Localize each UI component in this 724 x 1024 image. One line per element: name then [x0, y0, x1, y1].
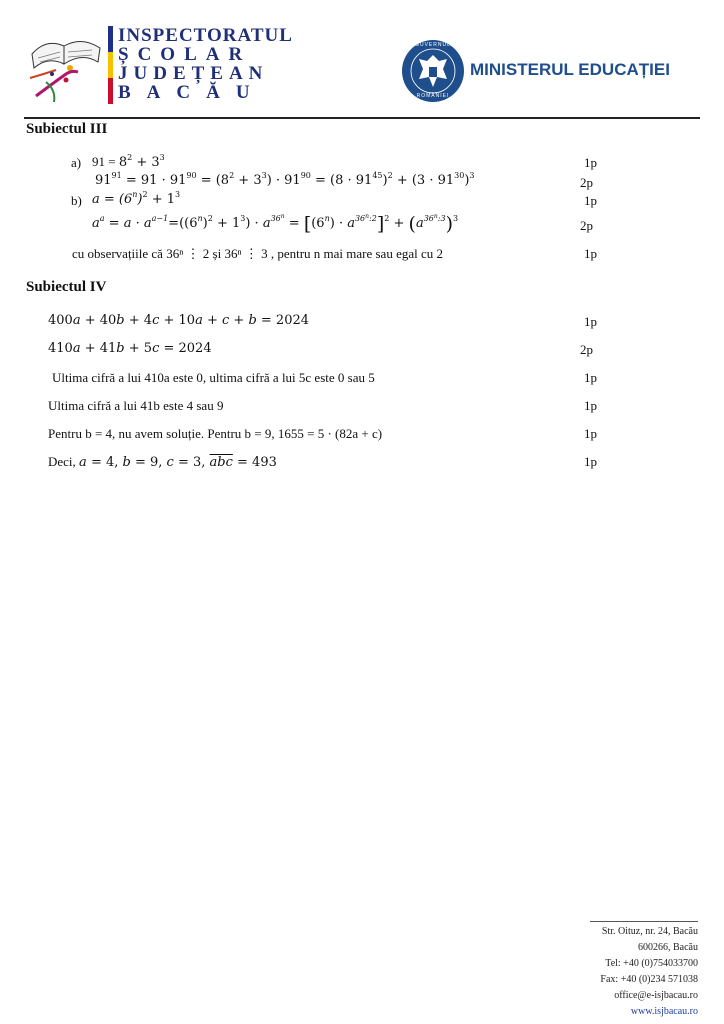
seal-text-bottom: ROMÂNIEI: [416, 93, 450, 99]
isj-line-4: BACĂU: [118, 82, 266, 103]
item-a-line-2: $91^{91} = 91 \cdot 91^{90} = (8^2 + 3^3) \cdot 91^{90} = (8 \cdot 91^{45})^2 + (3 \cdot 91^{30})^3$: [95, 171, 475, 188]
points-iv-4: 1p: [584, 398, 597, 413]
isj-logo: [26, 24, 102, 104]
points-iv-1: 1p: [584, 314, 597, 329]
points-iv-6: 1p: [584, 454, 597, 469]
points-b2: 2p: [580, 218, 593, 233]
case-b-values: Pentru b = 4, nu avem soluție. Pentru b = 9, 1655 = 5 · (82a + c): [48, 426, 383, 441]
section-3-title: Subiectul III: [26, 121, 108, 137]
footer-web-link[interactable]: www.isjbacau.ro: [630, 1006, 698, 1017]
equation-1: 400a + 40b + 4c + 10a + c + b = 2024: [48, 313, 310, 328]
footer-divider: [590, 921, 698, 922]
footer-tel: Tel: +40 (0)754033700: [605, 958, 698, 969]
points-iv-5: 1p: [584, 426, 597, 441]
footer-fax: Fax: +40 (0)234 571038: [600, 974, 698, 985]
government-seal: [401, 39, 465, 103]
isj-line-3: JUDEȚEAN: [118, 63, 269, 84]
isj-line-2: ȘCOLAR: [118, 44, 252, 65]
footer-email-link[interactable]: office@e-isjbacau.ro: [614, 990, 698, 1001]
points-iv-2: 2p: [580, 342, 593, 357]
isj-line-1: INSPECTORATUL: [118, 25, 293, 46]
isj-title: [118, 25, 293, 103]
points-iv-3: 1p: [584, 370, 597, 385]
last-digit-410a: Ultima cifră a lui 410a este 0, ultima cifră a lui 5c este 0 sau 5: [52, 370, 375, 385]
points-a1: 1p: [584, 155, 597, 170]
item-b-line-1: $a = (6^n)^2 + 1^3$: [92, 190, 181, 207]
footer-address: Str. Oituz, nr. 24, Bacău: [601, 926, 698, 937]
points-a2: 2p: [580, 175, 593, 190]
item-b-line-2: $a^a = a \cdot a^{a-1}=((6^n)^2 + 1^3) \cdot a^{36^n} = [(6^n) \cdot a^{36^n:2}]^2 + (a^{36^n:3})^3$: [92, 213, 459, 235]
final-answer-prefix: Deci,: [48, 454, 80, 469]
footer-contact: [498, 924, 698, 1020]
footer-postal: 600266, Bacău: [638, 942, 698, 953]
open-book-icon: [26, 24, 102, 104]
item-a-line-1: $91 = 8^2 + 3^3$: [92, 153, 165, 170]
observation-note: cu observațiile că 36ⁿ ⋮ 2 și 36ⁿ ⋮ 3 , pentru n mai mare sau egal cu 2: [72, 246, 444, 261]
tricolor-bar: [108, 26, 113, 104]
last-digit-41b: Ultima cifră a lui 41b este 4 sau 9: [48, 398, 224, 413]
item-b-label: b): [71, 193, 82, 208]
points-note: 1p: [584, 246, 597, 261]
item-a-prefix: 91 =: [92, 154, 119, 169]
equation-2: 410a + 41b + 5c = 2024: [48, 341, 212, 356]
header-divider: [24, 117, 700, 119]
section-4-title: Subiectul IV: [26, 279, 107, 295]
final-answer: Deci, a = 4, b = 9, c = 3, $\overline{abc} = 493$: [48, 454, 277, 470]
ministry-title: MINISTERUL EDUCAȚIEI: [470, 60, 670, 79]
item-a-label: a): [71, 155, 82, 170]
points-b1: 1p: [584, 193, 597, 208]
seal-text-top: GUVERNUL: [415, 42, 451, 48]
